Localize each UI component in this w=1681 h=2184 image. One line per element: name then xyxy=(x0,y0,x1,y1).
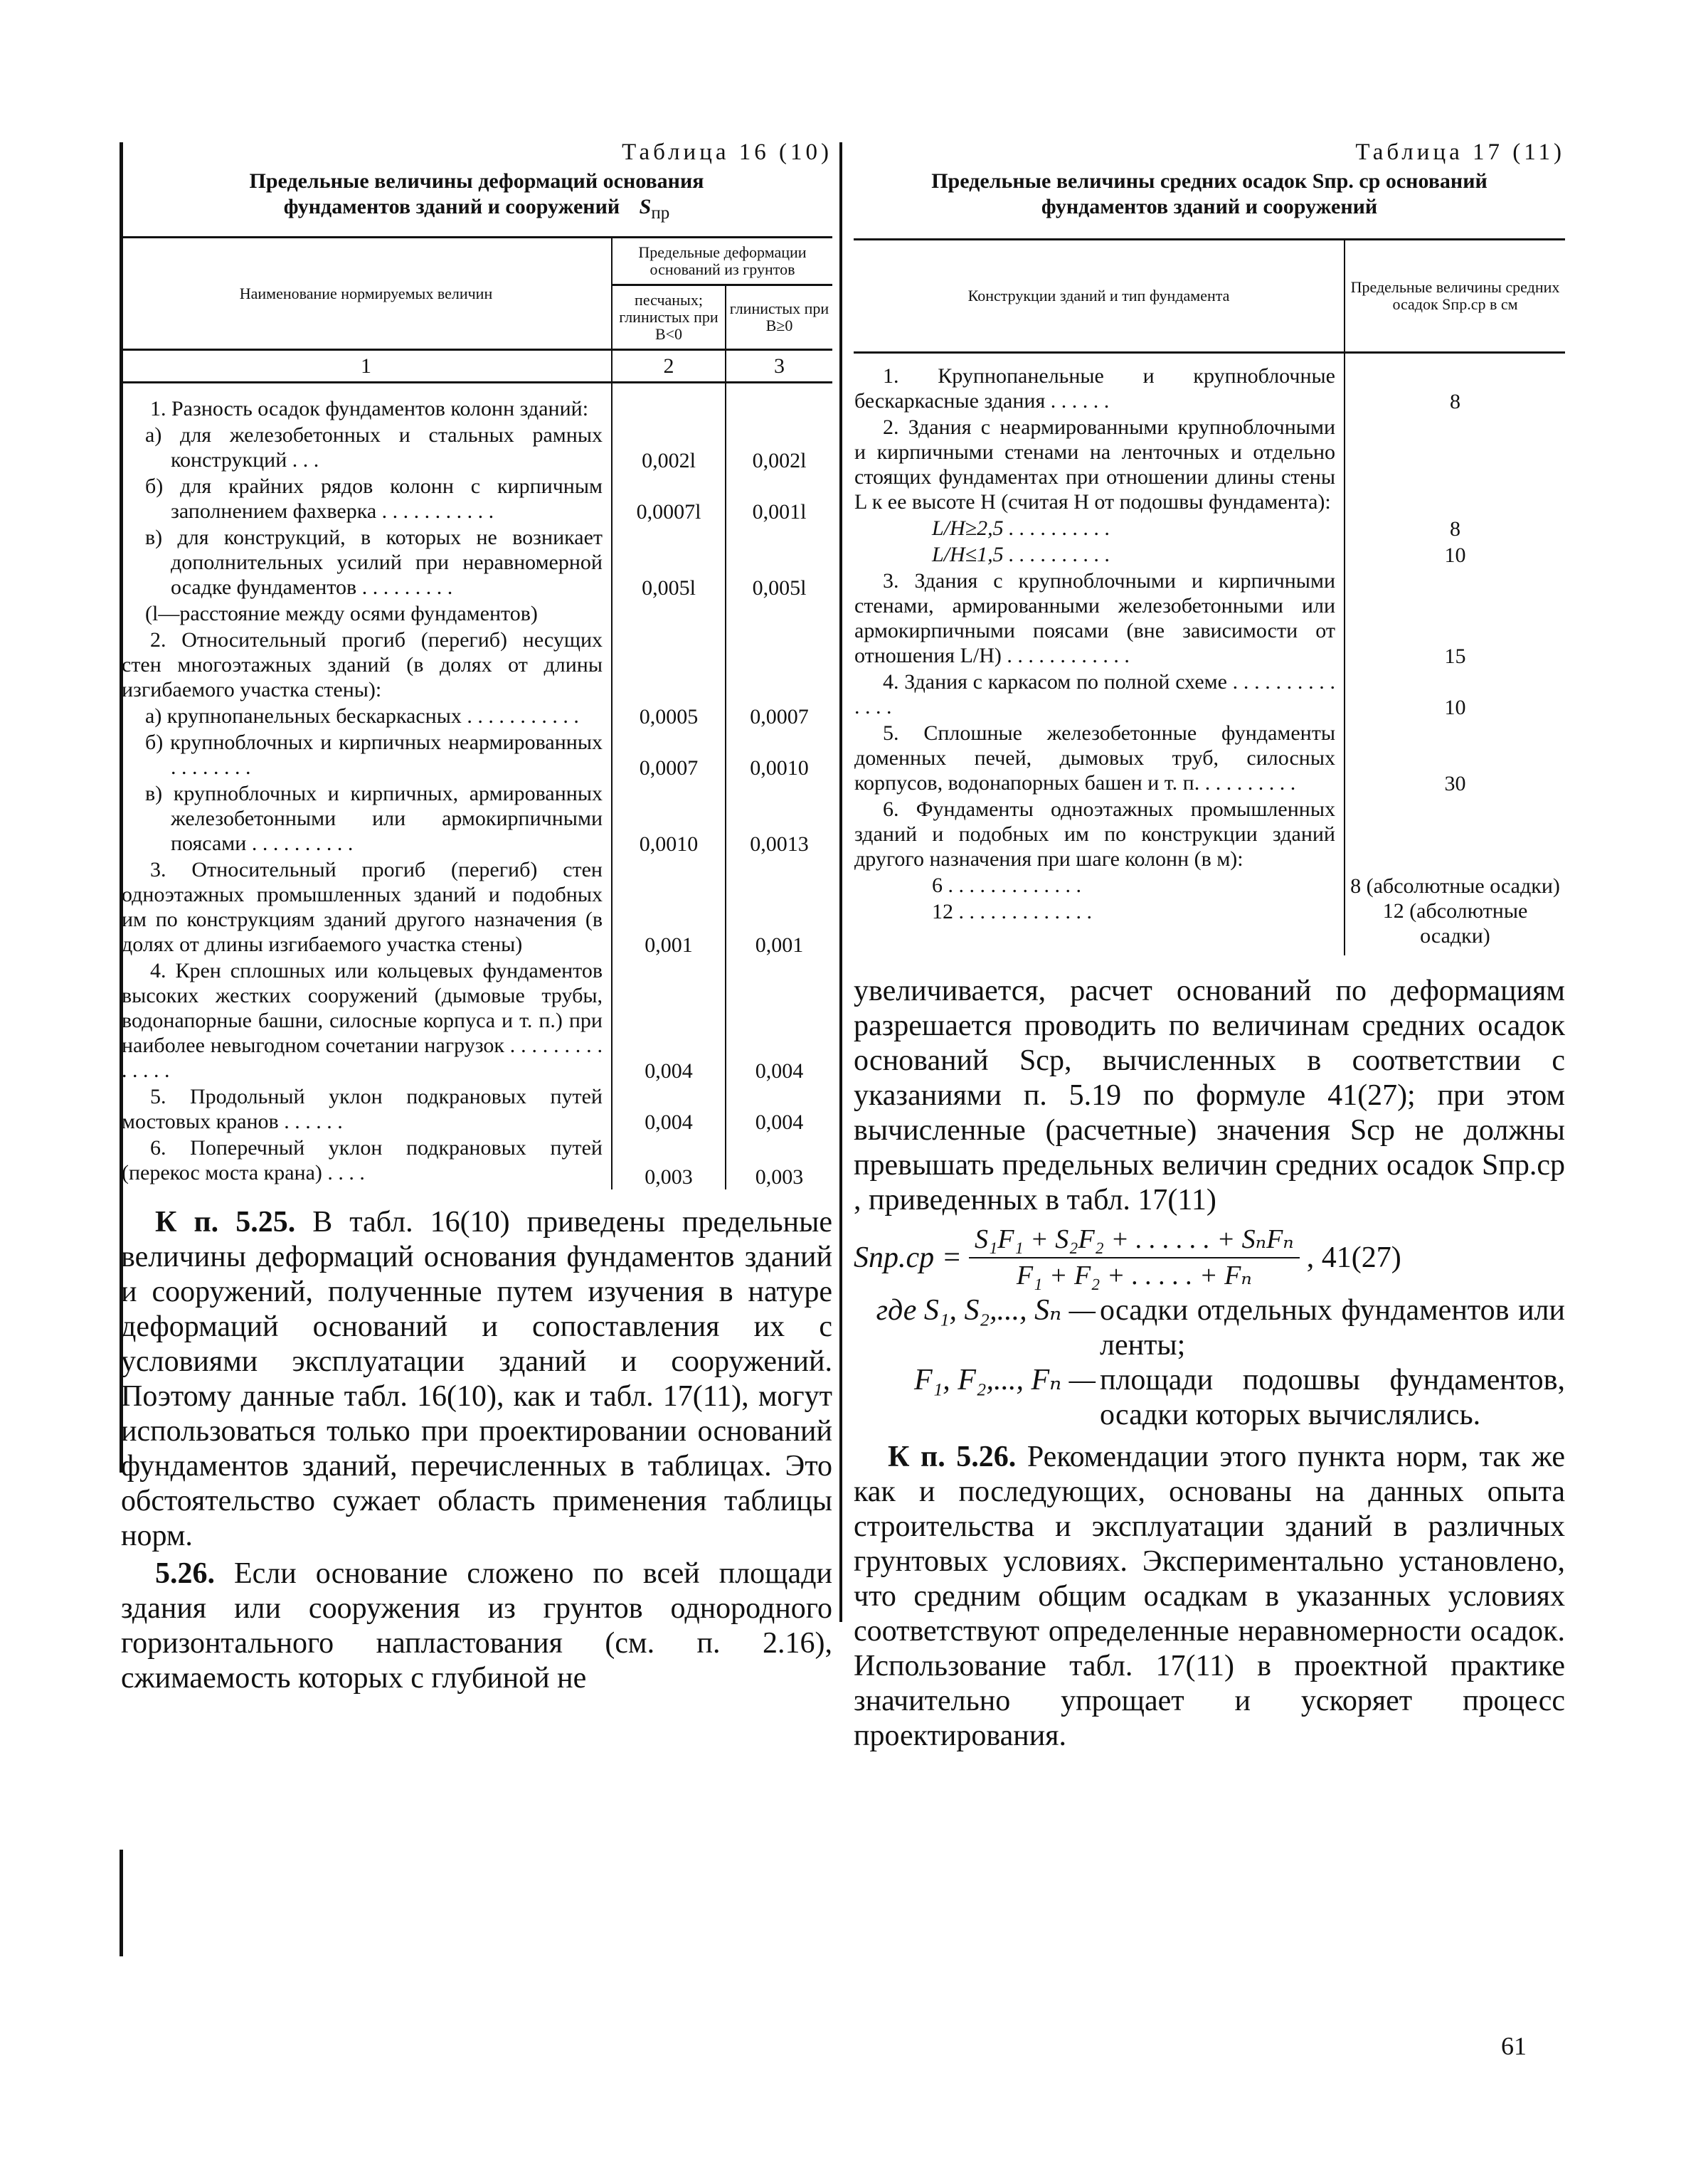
table17-row-name: L/H≥2,5 . . . . . . . . . . xyxy=(932,516,1110,540)
table16-row-clay: 0,001l xyxy=(726,473,832,524)
table16-row-clay: 0,004 xyxy=(726,958,832,1083)
table16-row-clay: 0,0010 xyxy=(726,729,832,780)
table16-colnum-1: 1 xyxy=(121,350,612,383)
table16-row-clay: 0,001 xyxy=(726,857,832,958)
table16-row xyxy=(121,627,832,703)
table16-colnum-row xyxy=(121,350,832,383)
table16-row-name: 6. Поперечный уклон подкрановых путей (перекос моста крана) . . . . xyxy=(122,1136,603,1184)
paragraph-k-526 xyxy=(854,1440,1565,1754)
table16-row-clay: 0,0007 xyxy=(726,703,832,729)
legend-row xyxy=(854,1363,1565,1433)
table17-row-name: 2. Здания с неармированными крупноблочными и кирпичными стенами на ленточных и отдельно стоящих фундаментах при отношении длины стены L к ее высоте H (считая H от подошвы фундамента): xyxy=(854,415,1335,514)
table16-title-sub: пр xyxy=(651,203,670,223)
table16-row-name: 1. Разность осадок фундаментов колонн зданий: xyxy=(150,397,589,420)
table17-title-line2: фундаментов зданий и сооружений xyxy=(1041,195,1378,218)
table16-row-name: 4. Крен сплошных или кольцевых фундаментов высоких жестких сооружений (дымовые трубы, водонапорные башни, силосные корпуса и т. п.) при наиболее невыгодном сочетании нагрузок . . . . . . . . . . . . . . xyxy=(122,959,603,1082)
table17-row-name: 5. Сплошные железобетонные фундаменты доменных печей, дымовых труб, силосных корпусов, водонапорных башен и т. п. . . . . . . . . . xyxy=(854,721,1335,795)
table17-row-name: 6. Фундаменты одноэтажных промышленных зданий и подобных им по конструкции зданий другого назначения при шаге колонн (в м): xyxy=(854,797,1335,871)
formula-numerator: S₁F₁ + S₂F₂ + . . . . . . + SₙFₙ xyxy=(969,1222,1300,1258)
table16-row xyxy=(121,1135,832,1189)
formula-legend xyxy=(854,1293,1565,1433)
table16-row-sand: 0,005l xyxy=(612,524,726,600)
formula-tag: , 41(27) xyxy=(1306,1241,1401,1274)
table16-row-clay: 0,005l xyxy=(726,524,832,600)
table16-row-name: в) крупноблочных и кирпичных, армированных железобетонными или армокирпичными поясами . . . . . . . . . . xyxy=(145,782,603,855)
table17-row-value: 15 xyxy=(1345,568,1565,669)
paragraph-526-lead: 5.26. xyxy=(155,1557,215,1590)
legend-symbol: F₁, F₂,..., Fₙ — xyxy=(913,1364,1096,1396)
table16-row-clay: 0,003 xyxy=(726,1135,832,1189)
formula-denominator: F₁ + F₂ + . . . . . + Fₙ xyxy=(1016,1261,1252,1290)
table17-row-value: 8 (абсолютные осадки) xyxy=(1345,872,1565,898)
table17-row-value: 10 xyxy=(1345,669,1565,720)
table16-row xyxy=(121,729,832,780)
table16-header-group: Предельные деформации оснований из грунтов xyxy=(612,238,832,285)
table17-row-name: 3. Здания с крупноблочными и кирпичными стенами, армированными железобетонными или армокирпичными поясами (вне зависимости от отношения L/H) . . . . . . . . . . . . xyxy=(854,569,1335,667)
legend-symbol: где S₁, S₂,..., Sₙ — xyxy=(876,1294,1096,1327)
table17-row-name: 6 . . . . . . . . . . . . . xyxy=(932,874,1081,897)
right-column xyxy=(854,139,1565,1754)
legend-text: осадки отдельных фундаментов или ленты; xyxy=(1100,1294,1565,1362)
legend-row xyxy=(854,1293,1565,1363)
table16-header-sand: песчаных; глинистых при B<0 xyxy=(612,285,726,350)
table17-row-value: 30 xyxy=(1345,720,1565,796)
table16-row xyxy=(121,524,832,600)
margin-bar-bottom-left xyxy=(120,1850,123,1956)
left-text xyxy=(121,1205,832,1696)
table16-row-clay: 0,002l xyxy=(726,422,832,473)
formula-41 xyxy=(854,1222,1565,1293)
paragraph-526-text: Если основание сложено по всей площади здания или сооружения из грунтов однородного горизонтального напластования (см. п. 2.16), сжимаемость которых с глубиной не xyxy=(121,1557,832,1695)
table17-row xyxy=(854,669,1565,720)
table16-title xyxy=(121,169,832,226)
table17-row-value: 8 xyxy=(1345,353,1565,415)
left-column xyxy=(121,139,832,1696)
table16-row-clay xyxy=(726,600,832,627)
formula-fraction xyxy=(969,1222,1300,1293)
table16-row-sand: 0,002l xyxy=(612,422,726,473)
table17-row xyxy=(854,541,1565,568)
paragraph-k-525-text: В табл. 16(10) приведены предельные величины деформаций основания фундаментов зданий и сооружений, полученные путем изучения в натуре деформаций оснований и сопоставления их с условиями эксплуатации зданий и сооружений. Поэтому данные табл. 16(10), как и табл. 17(11), могут использоваться только при проектировании оснований фундаментов зданий, перечисленных в таблицах. Это обстоятельство сужает область применения таблицы норм. xyxy=(121,1206,833,1552)
right-text xyxy=(854,974,1565,1754)
table16-row xyxy=(121,422,832,473)
table16-title-symbol: S xyxy=(639,195,652,218)
paragraph-526 xyxy=(121,1557,832,1696)
table16-row-sand: 0,003 xyxy=(612,1135,726,1189)
table16-row-name: а) крупнопанельных бескаркасных . . . . . . . . . . . xyxy=(145,704,579,728)
table16-row-sand: 0,0007l xyxy=(612,473,726,524)
table17-row-name: 1. Крупнопанельные и крупноблочные бескаркасные здания . . . . . . xyxy=(854,364,1335,413)
table17-row-name: 4. Здания с каркасом по полной схеме . . . . . . . . . . . . . . xyxy=(854,670,1335,719)
table16-row xyxy=(121,780,832,857)
legend-text: площади подошвы фундаментов, осадки которых вычислялись. xyxy=(1100,1364,1565,1431)
table16-row xyxy=(121,857,832,958)
table17-row-name: 12 . . . . . . . . . . . . . xyxy=(932,900,1092,923)
table16-row-name: 3. Относительный прогиб (перегиб) стен одноэтажных промышленных зданий и подобных им по конструкциям зданий другого назначения (в долях от длины изгибаемого участка стены) xyxy=(122,858,603,956)
table16-row-name: в) для конструкций, в которых не возникает дополнительных усилий при неравномерной осадке фундаментов . . . . . . . . . xyxy=(145,526,603,599)
table16-row-name: б) крупноблочных и кирпичных неармированных . . . . . . . . xyxy=(145,731,603,779)
table17-header-name: Конструкции зданий и тип фундамента xyxy=(854,240,1345,353)
table16-row-sand: 0,0007 xyxy=(612,729,726,780)
table16-row xyxy=(121,383,832,423)
table16-row-name: а) для железобетонных и стальных рамных конструкций . . . xyxy=(145,423,603,472)
table17-row xyxy=(854,872,1565,898)
table16-row xyxy=(121,703,832,729)
margin-bar-center xyxy=(839,142,842,1622)
table17-row-value: 12 (абсолютные осадки) xyxy=(1345,898,1565,955)
paragraph-k-526-text: Рекомендации этого пункта норм, так же как и последующих, основаны на данных опыта строительства и эксплуатации зданий в различных грунтовых условиях. Экспериментально установлено, что средним общим осадкам в указанных условиях соответствуют определенные неравномерности осадок. Использование табл. 17(11) в проектной практике значительно упрощает и ускоряет процесс проектирования. xyxy=(854,1441,1566,1752)
table16-row-name: (l—расстояние между осями фундаментов) xyxy=(145,602,538,625)
table16-row-sand: 0,001 xyxy=(612,857,726,958)
table16-row xyxy=(121,473,832,524)
table17-row-value: 10 xyxy=(1345,541,1565,568)
table16-row xyxy=(121,600,832,627)
table17-row xyxy=(854,796,1565,872)
table16-header-name: Наименование нормируемых величин xyxy=(121,238,612,350)
table17-title-line1: Предельные величины средних осадок Sпр. ср оснований xyxy=(931,169,1488,193)
table17-header-row xyxy=(854,240,1565,353)
table17-caption: Таблица 17 (11) xyxy=(1355,139,1565,165)
table16-row-clay xyxy=(726,383,832,423)
table17-row-value xyxy=(1345,414,1565,515)
table17-row xyxy=(854,720,1565,796)
table16-row-clay: 0,0013 xyxy=(726,780,832,857)
formula-lhs: Sпр.ср = xyxy=(854,1241,962,1274)
table16-row-sand xyxy=(612,383,726,423)
table16-caption: Таблица 16 (10) xyxy=(622,139,832,165)
table16-header-row xyxy=(121,238,832,285)
table17-row-name: L/H≤1,5 . . . . . . . . . . xyxy=(932,543,1110,566)
table17-row xyxy=(854,515,1565,541)
table16-title-line2: фундаментов зданий и сооружений xyxy=(283,195,620,218)
table16-row-name: б) для крайних рядов колонн с кирпичным заполнением фахверка . . . . . . . . . . . xyxy=(145,475,603,523)
table16-colnum-2: 2 xyxy=(612,350,726,383)
paragraph-continued: увеличивается, расчет оснований по деформациям разрешается проводить по величинам средних осадок оснований Sср, вычисленных в соответствии с указаниями п. 5.19 по формуле 41(27); при этом вычисленные (расчетные) значения Sср не должны превышать предельных величин средних осадок Sпр.ср , приведенных в табл. 17(11) xyxy=(854,975,1565,1216)
paragraph-k-525 xyxy=(121,1205,832,1554)
table17-title xyxy=(854,169,1565,220)
table17-row xyxy=(854,898,1565,955)
table16-row-sand xyxy=(612,600,726,627)
table16-row-sand: 0,004 xyxy=(612,958,726,1083)
table17 xyxy=(854,238,1565,955)
table16-row-sand: 0,004 xyxy=(612,1083,726,1135)
paragraph-k-525-lead: К п. 5.25. xyxy=(155,1206,296,1239)
table16 xyxy=(121,236,832,1189)
table16-row xyxy=(121,958,832,1083)
table16-row-name: 2. Относительный прогиб (перегиб) несущих стен многоэтажных зданий (в долях от длины изгибаемого участка стены): xyxy=(122,628,603,701)
table16-row-clay xyxy=(726,627,832,703)
table16-colnum-3: 3 xyxy=(726,350,832,383)
table16-row-sand: 0,0005 xyxy=(612,703,726,729)
table16-row-sand xyxy=(612,627,726,703)
paragraph-k-526-lead: К п. 5.26. xyxy=(888,1441,1017,1473)
table17-row-value: 8 xyxy=(1345,515,1565,541)
table16-row xyxy=(121,1083,832,1135)
table16-row-clay: 0,004 xyxy=(726,1083,832,1135)
table17-header-value: Предельные величины средних осадок Sпр.ср в см xyxy=(1345,240,1565,353)
table16-title-line1: Предельные величины деформаций основания xyxy=(249,169,704,193)
table16-row-name: 5. Продольный уклон подкрановых путей мостовых кранов . . . . . . xyxy=(122,1085,603,1133)
table17-row-value xyxy=(1345,796,1565,872)
table16-header-clay: глинистых при B≥0 xyxy=(726,285,832,350)
table16-title-line2-wrap xyxy=(121,194,832,226)
table16-row-sand: 0,0010 xyxy=(612,780,726,857)
page-number: 61 xyxy=(1501,2032,1527,2060)
table17-row xyxy=(854,353,1565,415)
table17-row xyxy=(854,568,1565,669)
table17-row xyxy=(854,414,1565,515)
